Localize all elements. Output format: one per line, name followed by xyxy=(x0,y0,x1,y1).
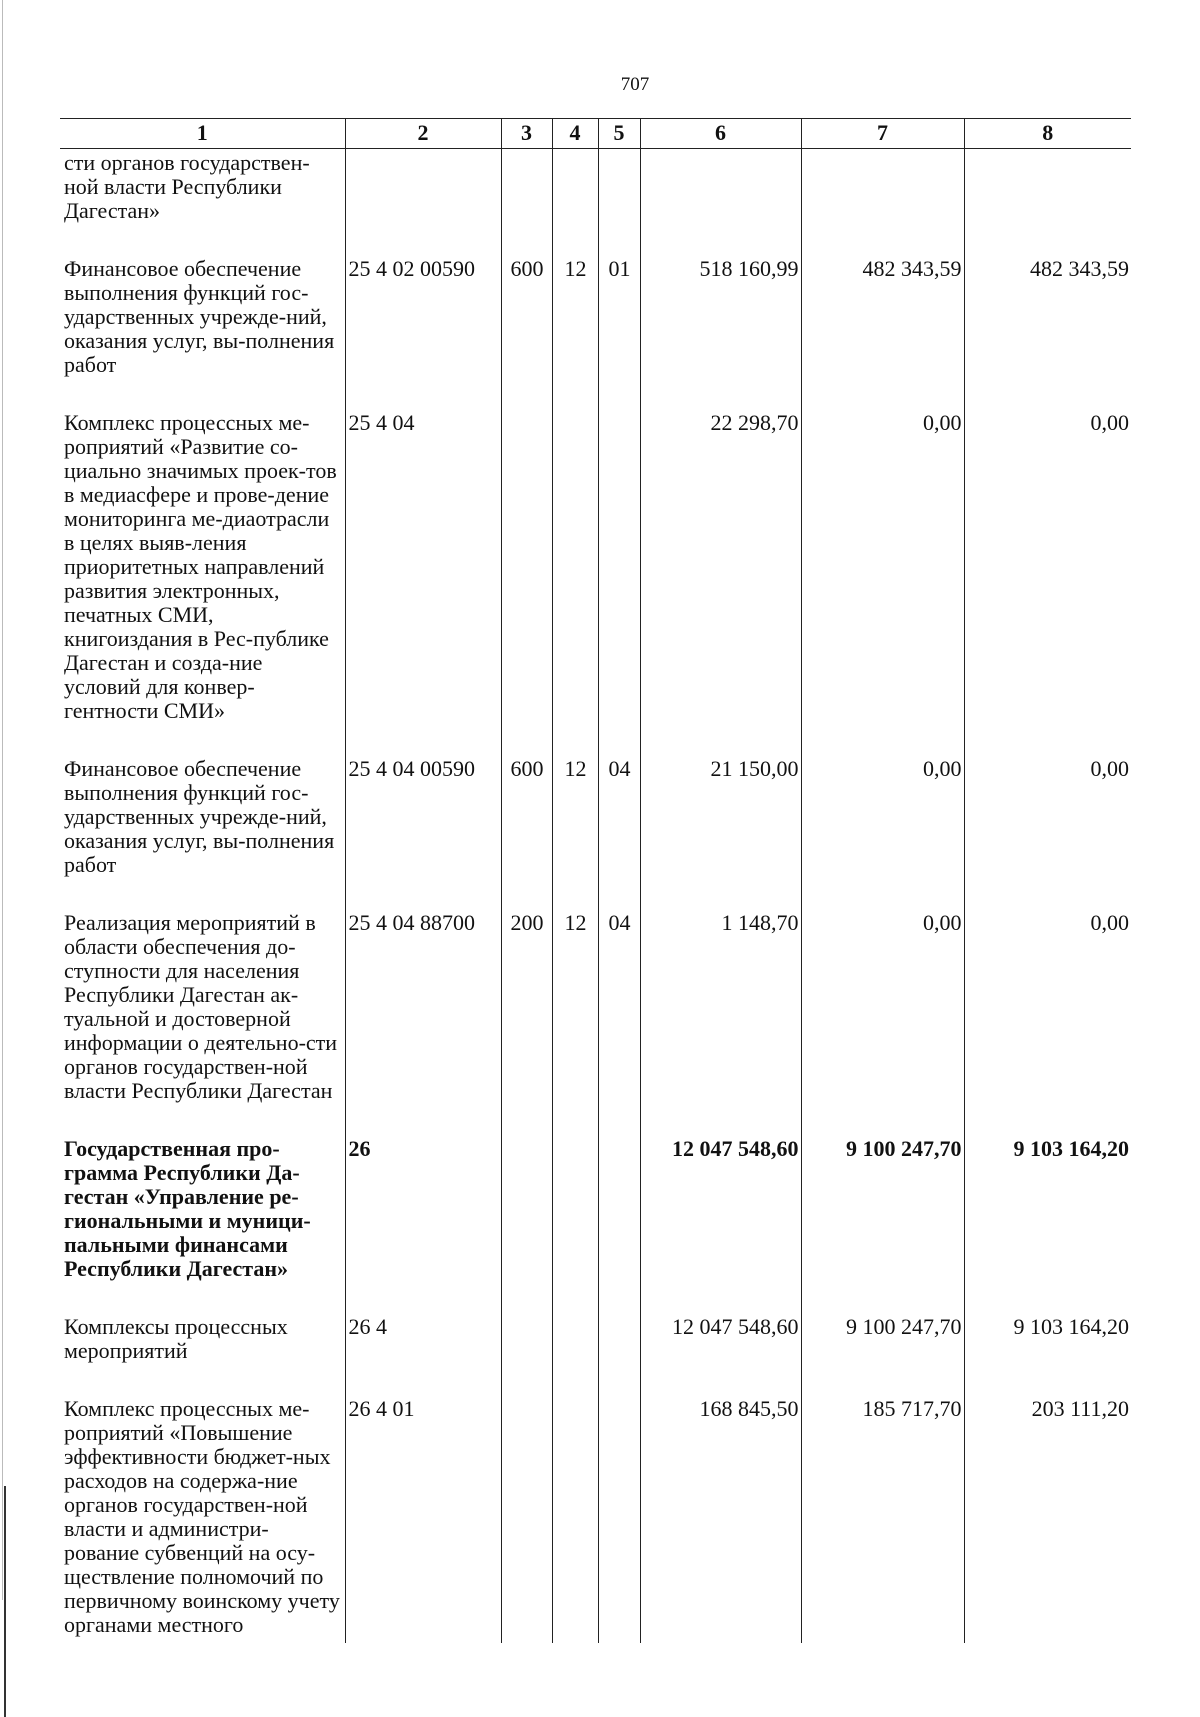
row-section xyxy=(552,1397,598,1643)
row-amount-year-1: 168 845,50 xyxy=(640,1397,801,1643)
column-header: 7 xyxy=(801,119,964,149)
table-row xyxy=(60,1315,1131,1397)
row-amount-year-3: 203 111,20 xyxy=(964,1397,1131,1643)
row-amount-year-2: 0,00 xyxy=(801,757,964,911)
row-expense-type xyxy=(501,149,552,258)
column-header: 1 xyxy=(60,119,345,149)
table-row xyxy=(60,1137,1131,1315)
row-subsection: 01 xyxy=(598,257,640,411)
row-name: Комплекс процессных ме-роприятий «Повышение эффективности бюджет-ных расходов на содержа-ние органов государствен-ной власти и администри-рование субвенций на осу-ществление полномочий по первичному воинскому учету органами местного xyxy=(64,1396,340,1637)
table-row xyxy=(60,411,1131,757)
row-section xyxy=(552,1137,598,1315)
row-section: 12 xyxy=(552,911,598,1137)
column-header: 6 xyxy=(640,119,801,149)
row-name: Государственная про-грамма Республики Да-гестан «Управление ре-гиональными и муници-пальными финансами Республики Дагестан» xyxy=(64,1136,311,1281)
row-amount-year-1: 1 148,70 xyxy=(640,911,801,1137)
scan-binding-mark xyxy=(4,1486,6,1717)
row-code: 25 4 04 xyxy=(345,411,501,757)
row-name: Комплекс процессных ме-роприятий «Развитие со-циально значимых проек-тов в медиасфере и прове-дение мониторинга ме-диаотрасли в целях выяв-ления приоритетных направлений развития электронных, печатных СМИ, книгоиздания в Рес-публике Дагестан и созда-ние условий для конвер-гентности СМИ» xyxy=(64,410,337,723)
row-subsection xyxy=(598,1137,640,1315)
row-expense-type xyxy=(501,1315,552,1397)
table-row xyxy=(60,257,1131,411)
row-name: Комплексы процессных мероприятий xyxy=(64,1314,288,1363)
row-section: 12 xyxy=(552,257,598,411)
row-section xyxy=(552,149,598,258)
row-section xyxy=(552,1315,598,1397)
row-name: сти органов государствен-ной власти Республики Дагестан» xyxy=(64,150,310,223)
row-amount-year-3: 9 103 164,20 xyxy=(964,1315,1131,1397)
row-name: Финансовое обеспечение выполнения функций гос-ударственных учрежде-ний, оказания услуг, вы-полнения работ xyxy=(64,256,335,377)
row-code: 25 4 02 00590 xyxy=(345,257,501,411)
row-amount-year-3: 0,00 xyxy=(964,757,1131,911)
budget-table xyxy=(60,118,1131,1643)
column-header: 5 xyxy=(598,119,640,149)
row-subsection xyxy=(598,1315,640,1397)
row-section xyxy=(552,411,598,757)
row-code xyxy=(345,149,501,258)
row-expense-type xyxy=(501,1137,552,1315)
row-expense-type: 200 xyxy=(501,911,552,1137)
row-amount-year-3: 9 103 164,20 xyxy=(964,1137,1131,1315)
table-row xyxy=(60,757,1131,911)
row-subsection: 04 xyxy=(598,911,640,1137)
row-name: Реализация мероприятий в области обеспечения до-ступности для населения Республики Дагестан ак-туальной и достоверной информации о деятельно-сти органов государствен-ной власти Республики Дагестан xyxy=(64,910,338,1103)
row-code: 26 xyxy=(345,1137,501,1315)
table-row xyxy=(60,149,1131,258)
row-expense-type: 600 xyxy=(501,257,552,411)
row-amount-year-3: 0,00 xyxy=(964,411,1131,757)
row-code: 25 4 04 88700 xyxy=(345,911,501,1137)
column-header: 3 xyxy=(501,119,552,149)
row-amount-year-2: 0,00 xyxy=(801,911,964,1137)
table-row xyxy=(60,911,1131,1137)
scan-left-edge xyxy=(2,0,3,1600)
table-header-row xyxy=(60,119,1131,149)
row-subsection: 04 xyxy=(598,757,640,911)
row-expense-type xyxy=(501,411,552,757)
row-amount-year-3 xyxy=(964,149,1131,258)
row-code: 26 4 01 xyxy=(345,1397,501,1643)
page-number: 707 xyxy=(620,74,650,95)
row-amount-year-2: 0,00 xyxy=(801,411,964,757)
row-amount-year-2: 482 343,59 xyxy=(801,257,964,411)
row-subsection xyxy=(598,411,640,757)
column-header: 8 xyxy=(964,119,1131,149)
row-expense-type xyxy=(501,1397,552,1643)
row-subsection xyxy=(598,149,640,258)
row-amount-year-1: 22 298,70 xyxy=(640,411,801,757)
row-amount-year-2: 185 717,70 xyxy=(801,1397,964,1643)
table-row xyxy=(60,1397,1131,1643)
row-expense-type: 600 xyxy=(501,757,552,911)
row-section: 12 xyxy=(552,757,598,911)
row-amount-year-1: 12 047 548,60 xyxy=(640,1315,801,1397)
row-amount-year-2 xyxy=(801,149,964,258)
row-code: 26 4 xyxy=(345,1315,501,1397)
row-amount-year-3: 0,00 xyxy=(964,911,1131,1137)
column-header: 2 xyxy=(345,119,501,149)
row-amount-year-1 xyxy=(640,149,801,258)
row-amount-year-2: 9 100 247,70 xyxy=(801,1315,964,1397)
row-code: 25 4 04 00590 xyxy=(345,757,501,911)
row-subsection xyxy=(598,1397,640,1643)
row-amount-year-3: 482 343,59 xyxy=(964,257,1131,411)
row-name: Финансовое обеспечение выполнения функций гос-ударственных учрежде-ний, оказания услуг, вы-полнения работ xyxy=(64,756,335,877)
column-header: 4 xyxy=(552,119,598,149)
row-amount-year-1: 518 160,99 xyxy=(640,257,801,411)
row-amount-year-1: 21 150,00 xyxy=(640,757,801,911)
row-amount-year-1: 12 047 548,60 xyxy=(640,1137,801,1315)
row-amount-year-2: 9 100 247,70 xyxy=(801,1137,964,1315)
